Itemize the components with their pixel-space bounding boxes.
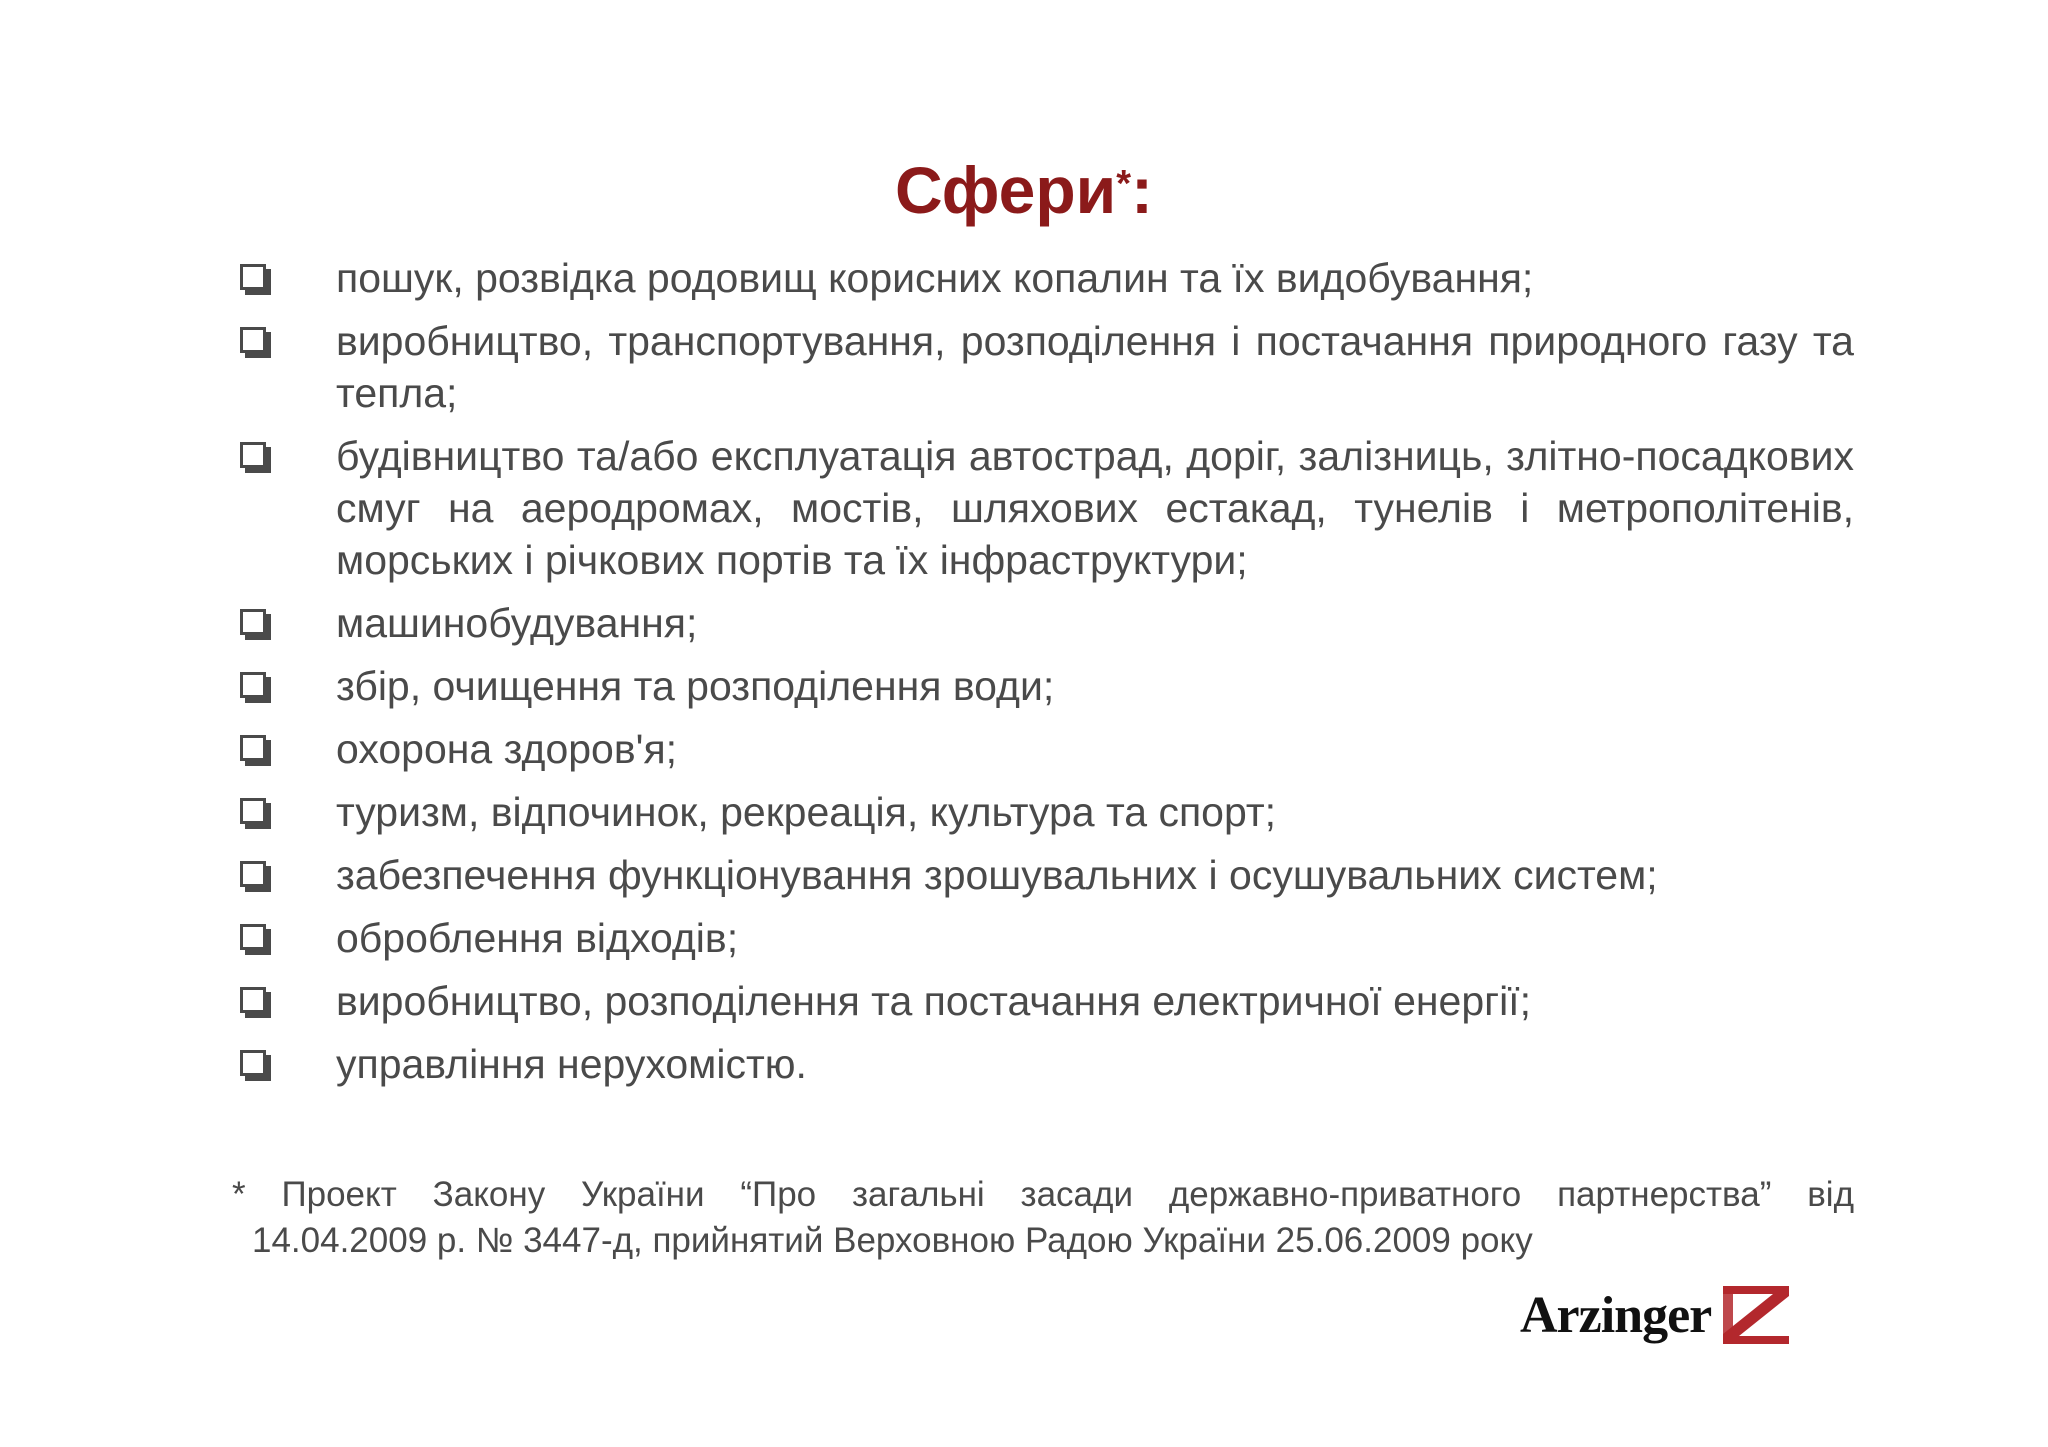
footnote-line-2: 14.04.2009 р. № 3447-д, прийнятий Верховною Радою України 25.06.2009 року	[252, 1221, 1533, 1260]
list-item	[234, 315, 1854, 419]
list-item	[234, 723, 1854, 775]
list-item-text: туризм, відпочинок, рекреація, культура та спорт;	[336, 789, 1277, 835]
scope-list	[234, 252, 1854, 1101]
list-item	[234, 430, 1854, 586]
list-item-text: будівництво та/або експлуатація автострад, доріг, залізниць, злітно-посадкових смуг на аеродромах, мостів, шляхових естакад, тунелів і метрополітенів, морських і річкових портів та їх інфраструктури;	[336, 433, 1854, 583]
checkbox-bullet-icon	[240, 442, 266, 468]
title-footnote-marker: *	[1116, 163, 1132, 205]
list-item	[234, 597, 1854, 649]
list-item-text: виробництво, транспортування, розподілення і постачання природного газу та тепла;	[336, 318, 1854, 416]
list-item-text: пошук, розвідка родовищ корисних копалин та їх видобування;	[336, 255, 1534, 301]
list-item	[234, 849, 1854, 901]
logo-wordmark: Arzinger	[1520, 1286, 1712, 1344]
list-item-text: машинобудування;	[336, 600, 698, 646]
list-item-text: управління нерухомістю.	[336, 1041, 807, 1087]
list-item	[234, 660, 1854, 712]
checkbox-bullet-icon	[240, 924, 266, 950]
logo-z-mark-icon	[1721, 1284, 1791, 1346]
list-item-text: збір, очищення та розподілення води;	[336, 663, 1055, 709]
list-item-text: забезпечення функціонування зрошувальних і осушувальних систем;	[336, 852, 1658, 898]
checkbox-bullet-icon	[240, 609, 266, 635]
slide-title	[0, 150, 2048, 230]
title-suffix: :	[1131, 153, 1154, 227]
list-item	[234, 252, 1854, 304]
checkbox-bullet-icon	[240, 987, 266, 1013]
checkbox-bullet-icon	[240, 798, 266, 824]
footnote-line-1: * Проект Закону України “Про загальні засади державно-приватного партнерства” від	[232, 1175, 1854, 1214]
checkbox-bullet-icon	[240, 735, 266, 761]
checkbox-bullet-icon	[240, 672, 266, 698]
title-text: Сфери	[894, 153, 1117, 227]
arzinger-logo	[1520, 1280, 1791, 1350]
list-item	[234, 912, 1854, 964]
list-item	[234, 786, 1854, 838]
list-item-text: оброблення відходів;	[336, 915, 739, 961]
list-item	[234, 1038, 1854, 1090]
list-item-text: охорона здоров'я;	[336, 726, 678, 772]
list-item-text: виробництво, розподілення та постачання електричної енергії;	[336, 978, 1531, 1024]
checkbox-bullet-icon	[240, 861, 266, 887]
checkbox-bullet-icon	[240, 264, 266, 290]
list-item	[234, 975, 1854, 1027]
checkbox-bullet-icon	[240, 327, 266, 353]
checkbox-bullet-icon	[240, 1050, 266, 1076]
